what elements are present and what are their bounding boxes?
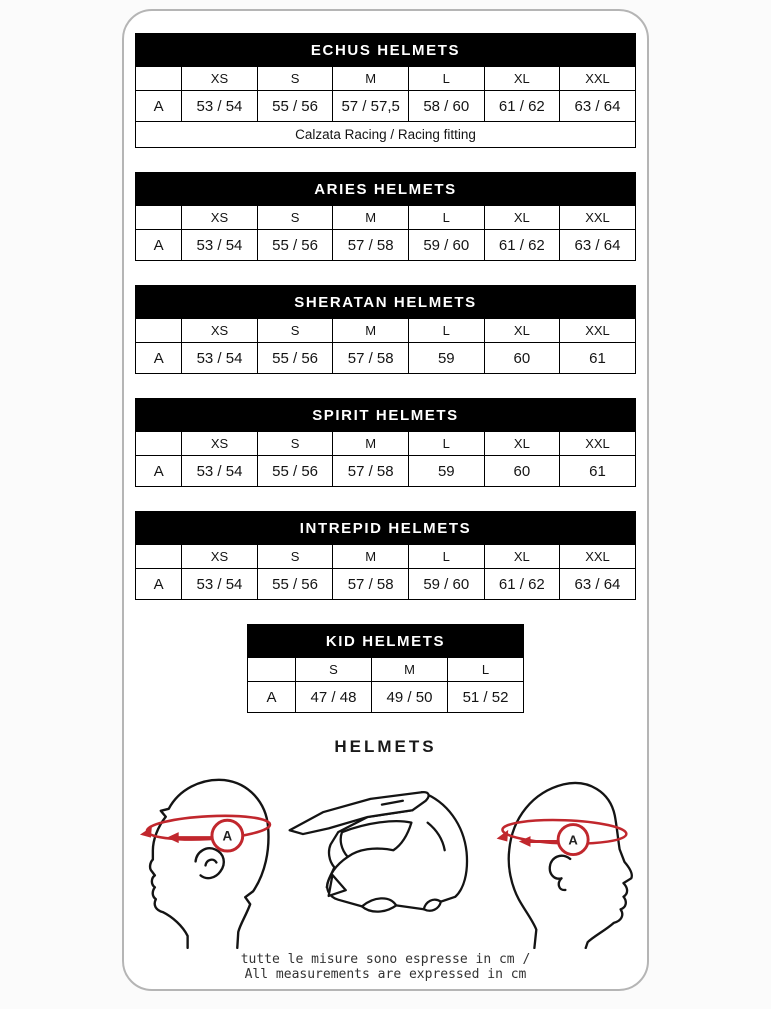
corner-cell bbox=[136, 206, 182, 230]
table-title: SHERATAN HELMETS bbox=[136, 286, 636, 319]
col-header: L bbox=[408, 545, 484, 569]
size-value: 53 / 54 bbox=[182, 91, 258, 122]
size-table-echus bbox=[135, 33, 636, 148]
col-header: XS bbox=[182, 319, 258, 343]
size-value: 61 bbox=[560, 343, 636, 374]
size-value: 61 bbox=[560, 456, 636, 487]
table-title: INTREPID HELMETS bbox=[136, 512, 636, 545]
size-value: 63 / 64 bbox=[560, 230, 636, 261]
table-footnote: Calzata Racing / Racing fitting bbox=[136, 122, 636, 148]
corner-cell bbox=[136, 67, 182, 91]
col-header: XS bbox=[182, 206, 258, 230]
head-profile-left-figure bbox=[133, 765, 277, 949]
head-profile-right-figure bbox=[484, 765, 639, 949]
section-title: HELMETS bbox=[334, 737, 437, 756]
size-value: 53 / 54 bbox=[182, 569, 258, 600]
size-value: 55 / 56 bbox=[257, 343, 333, 374]
row-label: A bbox=[136, 343, 182, 374]
col-header: L bbox=[408, 67, 484, 91]
corner-cell bbox=[136, 545, 182, 569]
col-header: S bbox=[257, 319, 333, 343]
col-header: XS bbox=[182, 545, 258, 569]
col-header: XL bbox=[484, 206, 560, 230]
size-value: 49 / 50 bbox=[371, 682, 447, 713]
motocross-helmet-figure bbox=[283, 775, 478, 935]
size-value: 57 / 58 bbox=[333, 343, 409, 374]
size-value: 55 / 56 bbox=[257, 569, 333, 600]
table-title: ECHUS HELMETS bbox=[136, 34, 636, 67]
col-header: M bbox=[333, 545, 409, 569]
units-note-english: All measurements are expressed in cm bbox=[244, 967, 527, 983]
table-title: SPIRIT HELMETS bbox=[136, 399, 636, 432]
col-header: S bbox=[257, 67, 333, 91]
size-table-kid bbox=[247, 624, 524, 713]
table-title: ARIES HELMETS bbox=[136, 173, 636, 206]
col-header: XXL bbox=[560, 319, 636, 343]
size-table-intrepid bbox=[135, 511, 636, 600]
col-header: XL bbox=[484, 545, 560, 569]
col-header: XXL bbox=[560, 206, 636, 230]
col-header: M bbox=[333, 319, 409, 343]
units-note bbox=[124, 952, 647, 983]
size-value: 61 / 62 bbox=[484, 569, 560, 600]
col-header: S bbox=[257, 206, 333, 230]
row-label: A bbox=[247, 682, 295, 713]
col-header: XL bbox=[484, 67, 560, 91]
measure-label: A bbox=[567, 832, 578, 848]
size-chart-card bbox=[122, 9, 649, 991]
size-value: 57 / 57,5 bbox=[333, 91, 409, 122]
col-header: XL bbox=[484, 319, 560, 343]
size-value: 61 / 62 bbox=[484, 91, 560, 122]
col-header: XS bbox=[182, 432, 258, 456]
col-header: L bbox=[408, 432, 484, 456]
col-header: S bbox=[257, 545, 333, 569]
col-header: XS bbox=[182, 67, 258, 91]
col-header: L bbox=[408, 206, 484, 230]
size-value: 60 bbox=[484, 456, 560, 487]
table-title: KID HELMETS bbox=[247, 625, 523, 658]
size-value: 57 / 58 bbox=[333, 230, 409, 261]
row-label: A bbox=[136, 456, 182, 487]
size-value: 59 bbox=[408, 456, 484, 487]
col-header: M bbox=[371, 658, 447, 682]
col-header: S bbox=[257, 432, 333, 456]
size-value: 55 / 56 bbox=[257, 456, 333, 487]
head-outline bbox=[150, 780, 268, 948]
col-header: M bbox=[333, 432, 409, 456]
corner-cell bbox=[247, 658, 295, 682]
size-table-spirit bbox=[135, 398, 636, 487]
col-header: XXL bbox=[560, 67, 636, 91]
band-arrowhead-icon bbox=[139, 827, 151, 838]
size-table-sheratan bbox=[135, 285, 636, 374]
col-header: M bbox=[333, 206, 409, 230]
size-value: 63 / 64 bbox=[560, 569, 636, 600]
size-value: 57 / 58 bbox=[333, 456, 409, 487]
size-value: 59 bbox=[408, 343, 484, 374]
head-outline bbox=[508, 783, 631, 948]
size-value: 55 / 56 bbox=[257, 91, 333, 122]
row-label: A bbox=[136, 91, 182, 122]
col-header: XXL bbox=[560, 545, 636, 569]
corner-cell bbox=[136, 432, 182, 456]
size-value: 53 / 54 bbox=[182, 343, 258, 374]
size-value: 47 / 48 bbox=[295, 682, 371, 713]
col-header: XL bbox=[484, 432, 560, 456]
corner-cell bbox=[136, 319, 182, 343]
size-value: 53 / 54 bbox=[182, 456, 258, 487]
measure-label: A bbox=[222, 828, 232, 844]
size-value: 63 / 64 bbox=[560, 91, 636, 122]
col-header: L bbox=[408, 319, 484, 343]
units-note-italian: tutte le misure sono espresse in cm / bbox=[240, 952, 531, 967]
size-value: 60 bbox=[484, 343, 560, 374]
size-value: 53 / 54 bbox=[182, 230, 258, 261]
size-table-aries bbox=[135, 172, 636, 261]
row-label: A bbox=[136, 230, 182, 261]
size-value: 59 / 60 bbox=[408, 230, 484, 261]
size-value: 61 / 62 bbox=[484, 230, 560, 261]
size-value: 59 / 60 bbox=[408, 569, 484, 600]
size-value: 55 / 56 bbox=[257, 230, 333, 261]
col-header: XXL bbox=[560, 432, 636, 456]
size-value: 51 / 52 bbox=[447, 682, 523, 713]
col-header: L bbox=[447, 658, 523, 682]
size-value: 57 / 58 bbox=[333, 569, 409, 600]
col-header: M bbox=[333, 67, 409, 91]
measurement-figures bbox=[124, 765, 647, 949]
row-label: A bbox=[136, 569, 182, 600]
col-header: S bbox=[295, 658, 371, 682]
size-value: 58 / 60 bbox=[408, 91, 484, 122]
